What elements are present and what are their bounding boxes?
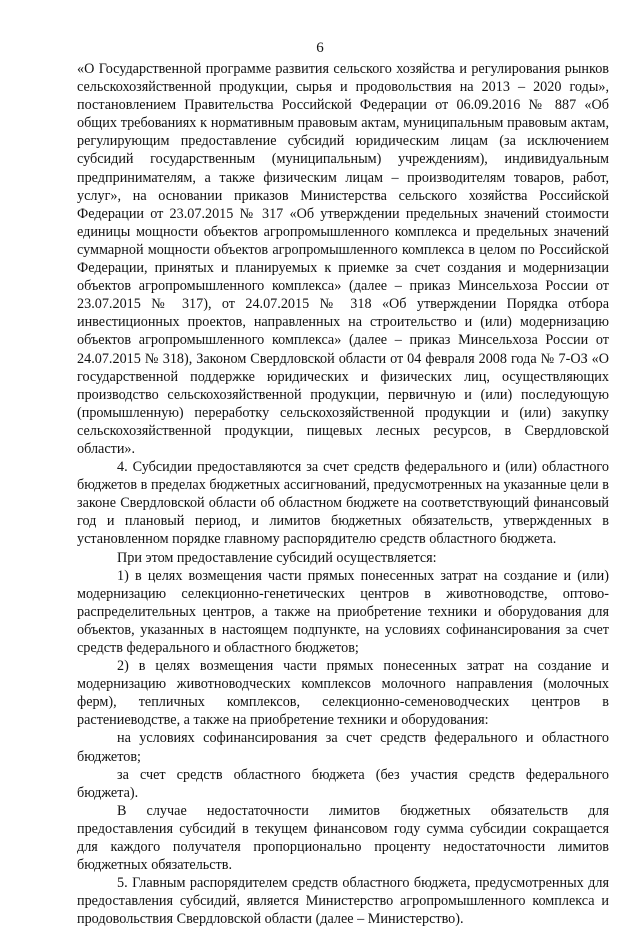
page-number: 6 <box>316 40 324 56</box>
paragraph-legal-basis: «О Государственной программе развития сельского хозяйства и регулирования рынков сельскохозяйственной продукции, сырья и продовольствия на 2013 – 2020 годы», постановлением Правительства Российской Федерации от 06.09.2016 № 887 «Об общих требованиях к нормативным правовым актам, муниципальным правовым актам, регулирующим предоставление субсидий юридическим лицам (за исключением субсидий государственным (муниципальным) учреждениям), индивидуальным предпринимателям, а также физическим лицам – производителям товаров, работ, услуг», на основании приказов Министерства сельского хозяйства Российской Федерации от 23.07.2015 № 317 «Об утверждении предельных значений стоимости единицы мощности объектов агропромышленного комплекса и предельных значений суммарной мощности объектов агропромышленного комплекса в целом по Российской Федерации, принятых и планируемых к приемке за счет создания и модернизации объектов агропромышленного комплекса» (далее – приказ Минсельхоза России от 23.07.2015 № 317), от 24.07.2015 № 318 «Об утверждении Порядка отбора инвестиционных проектов, направленных на строительство и (или) модернизацию объектов агропромышленного комплекса» (далее – приказ Минсельхоза России от 24.07.2015 № 318), Законом Свердловской области от 04 февраля 2008 года № 7-ОЗ «О государственной поддержке юридических и физических лиц, осуществляющих производство сельскохозяйственной продукции, первичную и (или) последующую (промышленную) переработку сельскохозяйственной продукции и (или) закупку сельскохозяйственной продукции, пищевых лесных ресурсов, в Свердловской области». <box>77 61 609 457</box>
paragraph-4: 4. Субсидии предоставляются за счет средств федерального и (или) областного бюджетов в пределах бюджетных ассигнований, предусмотренных на указанные цели в законе Свердловской области об областном бюджете на соответствующий финансовый год и плановый период, и лимитов бюджетных обязательств, утвержденных в установленном порядке главному распорядителю средств областного бюджета. <box>77 459 609 548</box>
subparagraph-2: 2) в целях возмещения части прямых понесенных затрат на создание и модернизацию животноводческих комплексов молочного направления (молочных ферм), тепличных комплексов, селекционно-семеноводческих центров в растениеводстве, а также на приобретение техники и оборудования: <box>77 658 609 729</box>
document-body <box>77 60 609 929</box>
subparagraph-2-regional-only: за счет средств областного бюджета (без участия средств федерального бюджета). <box>77 766 609 801</box>
subparagraph-2-cofinancing: на условиях софинансирования за счет средств федерального и областного бюджетов; <box>77 730 609 765</box>
paragraph-limit-shortfall: В случае недостаточности лимитов бюджетных обязательств для предоставления субсидий в текущем финансовом году сумма субсидии сокращается для каждого получателя пропорционально проценту недостаточности лимитов бюджетных обязательств. <box>77 802 609 874</box>
subparagraph-1: 1) в целях возмещения части прямых понесенных затрат на создание и (или) модернизацию селекционно-генетических центров в животноводстве, оптово-распределительных центров, а также на приобретение техники и оборудования для объектов, указанных в настоящем подпункте, на условиях софинансирования за счет средств федерального и областного бюджетов; <box>77 567 609 656</box>
paragraph-5: 5. Главным распорядителем средств областного бюджета, предусмотренных для предоставления субсидий, является Министерство агропромышленного комплекса и продовольствия Свердловской области (далее – Министерство). <box>77 875 609 928</box>
paragraph-provision-intro: При этом предоставление субсидий осуществляется: <box>117 549 437 566</box>
